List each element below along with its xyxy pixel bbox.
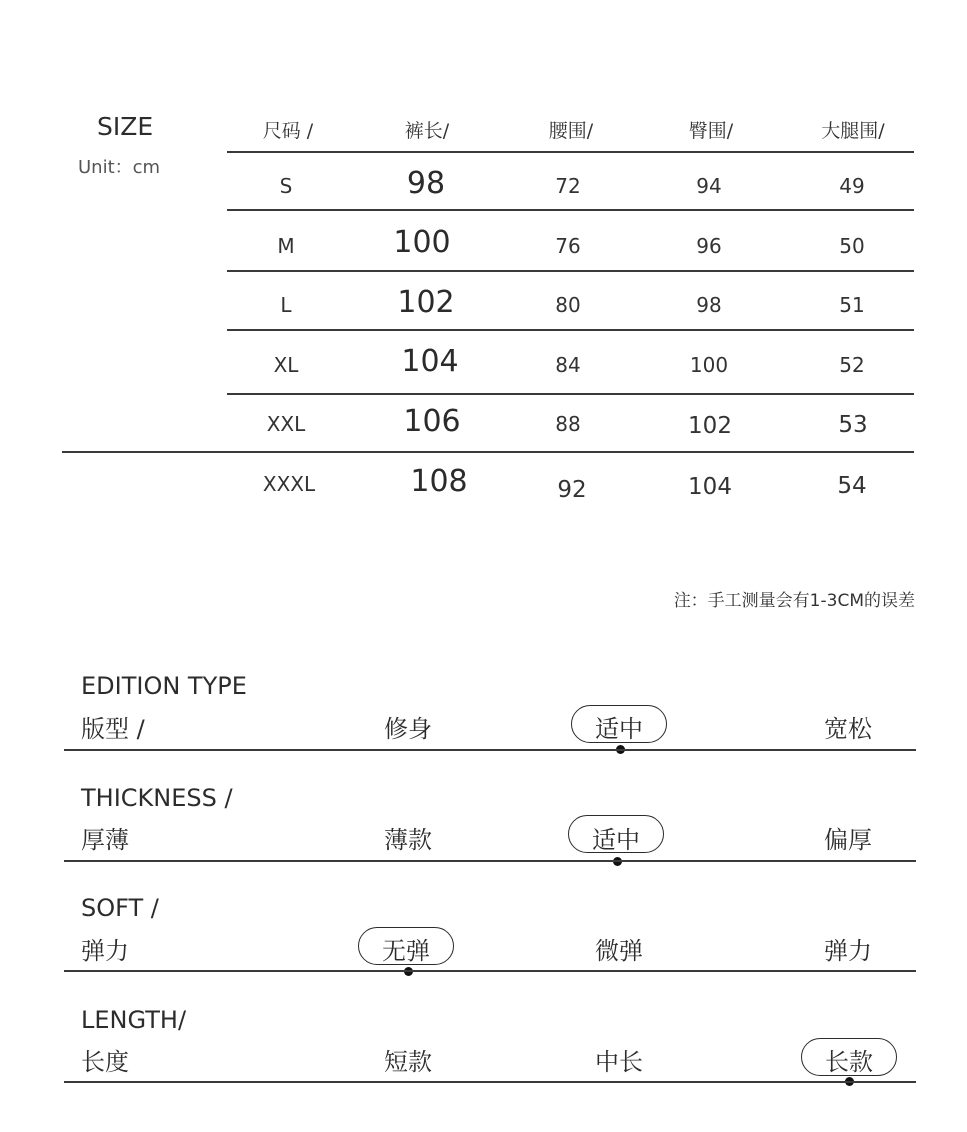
header-hip: 臀围/ (688, 120, 734, 142)
attr-label-en: LENGTH/ (81, 1006, 187, 1034)
attr-label-cn: 弹力 (81, 937, 129, 965)
table-divider (227, 151, 914, 153)
header-length: 裤长/ (404, 120, 450, 142)
cell-hip: 96 (696, 234, 722, 258)
cell-size: XL (273, 353, 299, 377)
cell-thigh: 54 (837, 473, 867, 499)
cell-thigh: 52 (839, 353, 865, 377)
cell-hip: 98 (696, 293, 722, 317)
cell-hip: 104 (688, 474, 732, 500)
option-mid-length: 中长 (595, 1048, 643, 1076)
cell-waist: 80 (555, 293, 581, 317)
cell-size: XXXL (262, 472, 316, 496)
selected-dot (613, 857, 622, 866)
attr-label-cn: 版型 / (81, 715, 145, 743)
cell-thigh: 49 (839, 174, 865, 198)
option-loose: 宽松 (824, 715, 872, 743)
cell-length: 98 (406, 166, 446, 201)
option-slight-stretch: 微弹 (595, 937, 643, 965)
option-fitted: 修身 (384, 715, 432, 743)
cell-length: 102 (397, 285, 455, 320)
option-thick: 偏厚 (824, 826, 872, 854)
cell-length: 104 (401, 344, 459, 379)
cell-size: M (277, 234, 295, 258)
size-title: SIZE (97, 112, 154, 141)
option-regular: 适中 (595, 715, 643, 743)
attr-label-en: EDITION TYPE (81, 672, 247, 700)
unit-label: Unit：cm (78, 157, 161, 178)
attr-label-cn: 长度 (81, 1048, 129, 1076)
option-short: 短款 (384, 1048, 432, 1076)
cell-hip: 100 (689, 353, 729, 377)
cell-waist: 88 (555, 412, 581, 436)
cell-hip: 102 (688, 413, 732, 439)
cell-hip: 94 (696, 174, 722, 198)
row-divider (227, 209, 914, 211)
cell-size: S (279, 174, 293, 198)
measurement-note: 注：手工测量会有1-3CM的误差 (673, 591, 915, 611)
attr-divider (64, 970, 916, 972)
cell-waist: 76 (555, 234, 581, 258)
cell-waist: 84 (555, 353, 581, 377)
attr-divider (64, 1081, 916, 1083)
cell-thigh: 50 (839, 234, 865, 258)
row-divider (227, 393, 914, 395)
attr-divider (64, 860, 916, 862)
option-stretch: 弹力 (824, 937, 872, 965)
attr-label-en: SOFT / (81, 894, 159, 922)
cell-size: XXL (266, 412, 306, 436)
cell-length: 106 (403, 404, 461, 439)
row-divider (227, 329, 914, 331)
option-medium: 适中 (592, 826, 640, 854)
cell-waist: 72 (555, 174, 581, 198)
cell-thigh: 53 (838, 412, 868, 438)
cell-waist: 92 (557, 477, 587, 503)
header-waist: 腰围/ (548, 120, 594, 142)
option-long: 长款 (825, 1048, 873, 1076)
option-thin: 薄款 (384, 826, 432, 854)
cell-size: L (280, 293, 292, 317)
attr-label-cn: 厚薄 (81, 826, 129, 854)
row-divider (227, 270, 914, 272)
cell-length: 100 (393, 225, 451, 260)
attr-divider (64, 749, 916, 751)
option-no-stretch: 无弹 (382, 937, 430, 965)
header-size: 尺码 / (262, 120, 314, 142)
cell-length: 108 (410, 464, 468, 499)
header-thigh: 大腿围/ (821, 120, 885, 142)
row-divider-full (62, 451, 914, 453)
attr-label-en: THICKNESS / (81, 784, 233, 812)
cell-thigh: 51 (839, 293, 865, 317)
selected-dot (404, 967, 413, 976)
